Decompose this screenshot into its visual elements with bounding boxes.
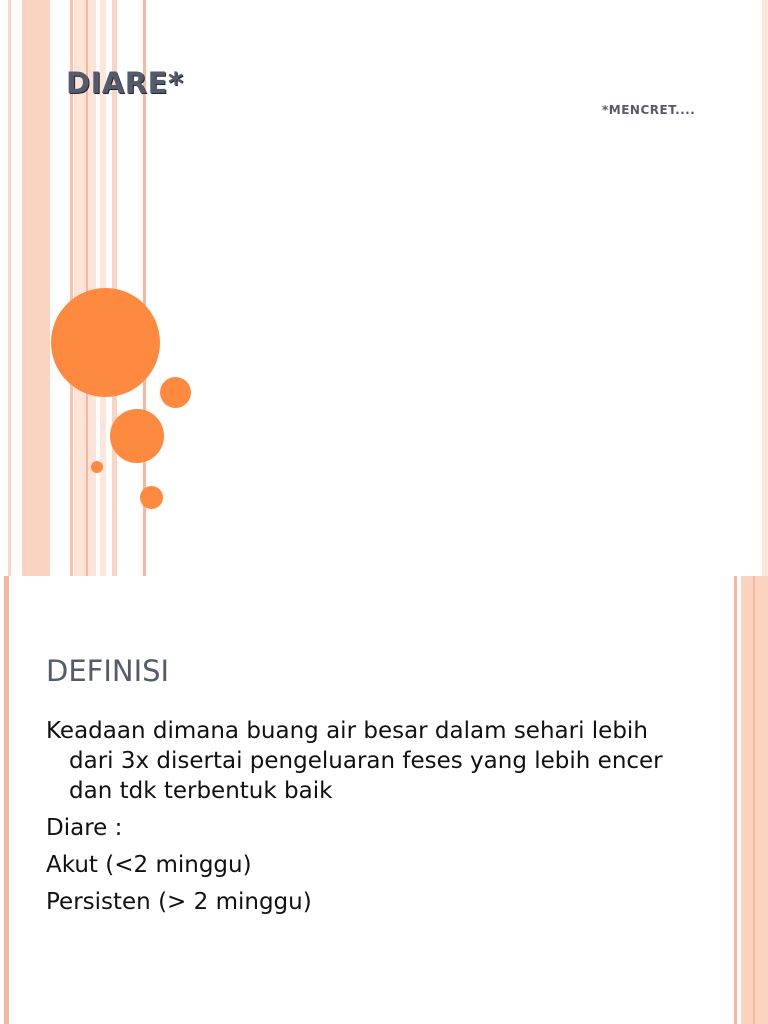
decor-stripe [22,0,50,576]
body-paragraph: Diare : [46,815,123,841]
decor-circle-small [140,486,163,509]
decor-stripe [762,0,768,576]
body-paragraph: Keadaan dimana buang air besar dalam sehari lebih dari 3x disertai pengeluaran feses yang lebih encer dan tdk terbentuk baik [46,718,663,804]
definition-body [46,716,686,924]
decor-circle-tiny [91,461,103,473]
decor-circle-large [51,288,160,397]
slide-subtitle: *MENCRET.... [602,103,696,117]
decor-stripe [734,576,737,1024]
slide-title: DIARE* [66,66,184,100]
decor-stripe [8,0,11,576]
decor-circle-medium [110,409,164,463]
decor-stripe [753,576,755,1024]
definition-title: DEFINISI [46,654,170,688]
body-paragraph: Persisten (> 2 minggu) [46,889,312,915]
body-paragraph: Akut (<2 minggu) [46,852,252,878]
decor-stripe [4,576,9,1024]
decor-circle-small [160,377,191,408]
